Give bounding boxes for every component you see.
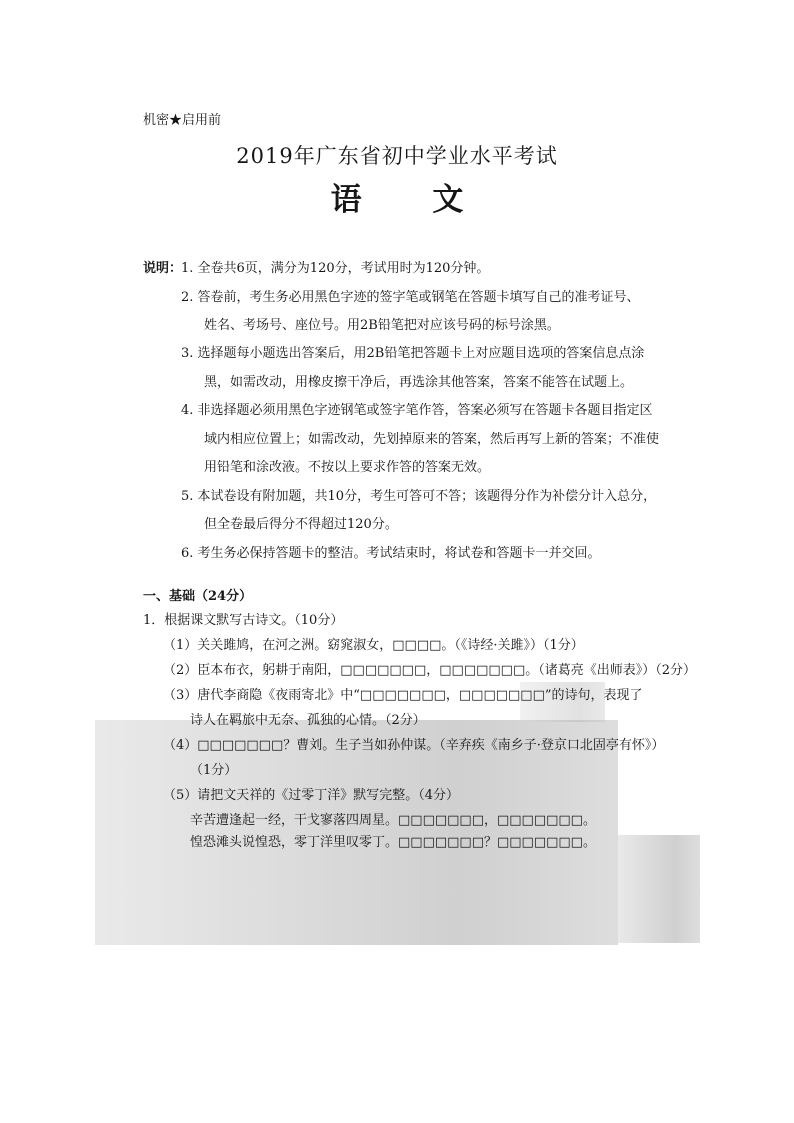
instruction-line: 1. 全卷共6页，满分为120分，考试用时为120分钟。 — [181, 261, 490, 276]
instruction-line: 黑，如需改动，用橡皮擦干净后，再选涂其他答案，答案不能答在试题上。 — [204, 375, 634, 390]
confidential-mark: 机密★启用前 — [143, 113, 222, 128]
question-item: （1分） — [190, 763, 238, 778]
question-item: 惶恐滩头说惶恐，零丁洋里叹零丁。□□□□□□□？□□□□□□□。 — [190, 835, 596, 850]
subject-title: 语 文 — [330, 182, 494, 218]
question-item: （2）臣本布衣，躬耕于南阳，□□□□□□□，□□□□□□□。（诸葛亮《出师表》）（2分） — [163, 663, 697, 678]
instruction-line: 但全卷最后得分不得超过120分。 — [204, 517, 398, 532]
instruction-line: 用铅笔和涂改液。不按以上要求作答的答案无效。 — [204, 460, 491, 475]
question-item: （4）□□□□□□□？曹刘。生子当如孙仲谋。（辛弃疾《南乡子·登京口北固亭有怀》） — [163, 738, 665, 753]
question-item: （5）请把文天祥的《过零丁洋》默写完整。（4分） — [163, 788, 460, 803]
instruction-line: 域内相应位置上；如需改动，先划掉原来的答案，然后再写上新的答案；不准使 — [204, 432, 660, 447]
question-stem: 1．根据课文默写古诗文。（10分） — [143, 613, 344, 628]
question-item: 辛苦遭逢起一经，干戈寥落四周星。□□□□□□□，□□□□□□□。 — [190, 813, 596, 828]
instructions-label: 说明： — [143, 261, 183, 276]
instruction-line: 姓名、考场号、座位号。用2B铅笔把对应该号码的标号涂黑。 — [204, 318, 560, 333]
instruction-line: 5. 本试卷设有附加题，共10分，考生可答可不答；该题得分作为补偿分计入总分， — [181, 489, 657, 504]
instruction-line: 2. 答卷前，考生务必用黑色字迹的签字笔或钢笔在答题卡填写自己的准考证号、 — [181, 290, 640, 305]
question-item: （1）关关雎鸠，在河之洲。窈窕淑女，□□□□。（《诗经·关雎》）（1分） — [163, 638, 584, 653]
exam-title: 2019年广东省初中学业水平考试 — [236, 144, 558, 168]
instruction-line: 3. 选择题每小题选出答案后，用2B铅笔把答题卡上对应题目选项的答案信息点涂 — [181, 346, 645, 361]
question-item: 诗人在羁旅中无奈、孤独的心情。（2分） — [190, 713, 426, 728]
instruction-line: 6. 考生务必保持答题卡的整洁。考试结束时，将试卷和答题卡一并交回。 — [181, 546, 601, 561]
question-item: （3）唐代李商隐《夜雨寄北》中“□□□□□□□，□□□□□□□”的诗句，表现了 — [163, 688, 643, 703]
instruction-line: 4. 非选择题必须用黑色字迹钢笔或签字笔作答，答案必须写在答题卡各题目指定区 — [181, 403, 653, 418]
section-heading: 一、基础（24分） — [143, 589, 253, 604]
scan-shadow — [618, 835, 700, 943]
